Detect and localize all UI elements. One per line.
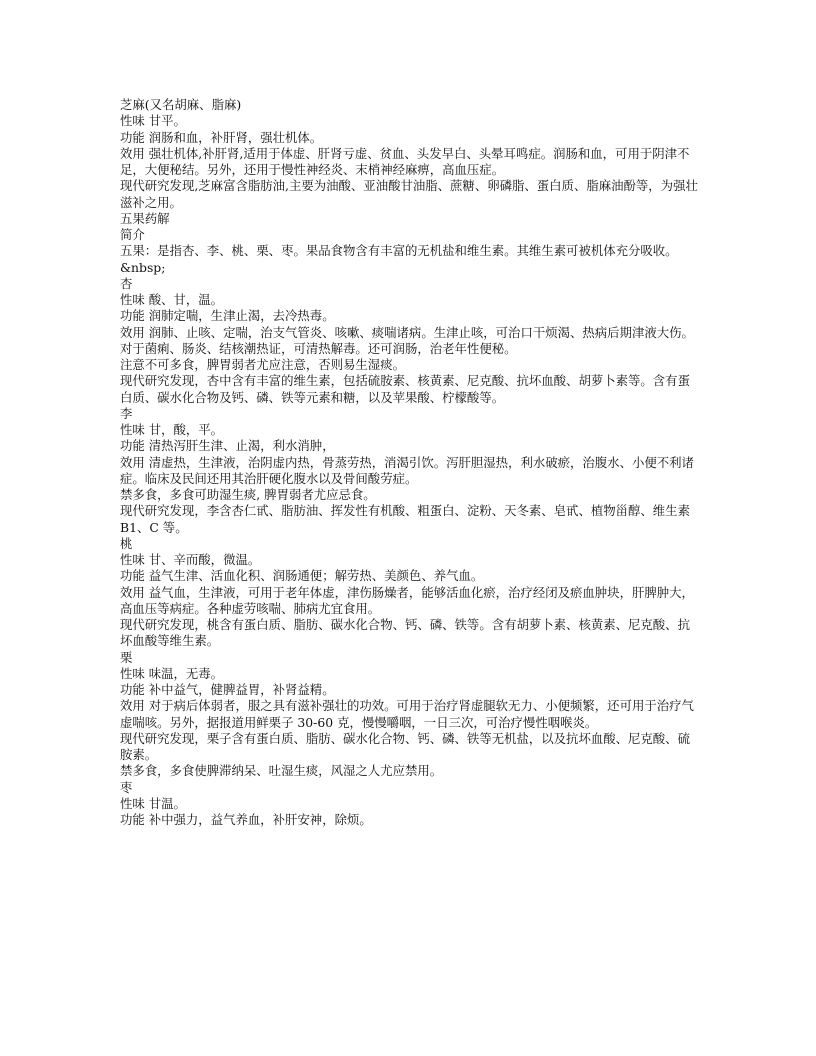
apricot-nature: 性味 酸、甘，温。 bbox=[120, 292, 224, 307]
chestnut-caution: 禁多食，多食使脾滞纳呆、吐湿生痰，风湿之人尤应禁用。 bbox=[120, 763, 443, 779]
plum-function: 功能 清热泻肝生津、止渴，利水消肿， bbox=[120, 438, 335, 454]
jujube-heading: 枣 bbox=[120, 779, 133, 795]
peach-research: 现代研究发现，桃含有蛋白质、脂肪、碳水化合物、钙、磷、铁等。含有胡萝卜素、核黄素、尼克酸、抗坏血酸等维生素。 bbox=[120, 617, 690, 649]
heading-sesame: 芝麻(又名胡麻、脂麻) bbox=[120, 97, 242, 112]
chestnut-function: 功能 补中益气，健脾益胃，补肾益精。 bbox=[120, 682, 335, 697]
peach-function: 功能 益气生津、活血化积、润肠通便；解劳热、美颜色、养气血。 bbox=[120, 568, 484, 584]
plum-effect: 效用 清虚热，生津液，治阴虚内热，骨蒸劳热，消渴引饮。泻肝胆湿热，利水破瘀，治腹水、小便不利诸症。临床及民间还用其治肝硬化腹水以及骨间酸劳症。 bbox=[120, 454, 694, 486]
apricot-function: 功能 润肺定喘，生津止渴，去冷热毒。 bbox=[120, 308, 335, 324]
sesame-nature: 性味 甘平。 bbox=[120, 113, 186, 129]
section-title-five-fruits: 五果药解 bbox=[120, 210, 170, 226]
sesame-research: 现代研究发现,芝麻富含脂肪油,主要为油酸、亚油酸甘油脂、蔗糖、卵磷脂、蛋白质、脂麻油酚等，为强壮滋补之用。 bbox=[120, 178, 698, 210]
plum-heading: 李 bbox=[120, 405, 133, 421]
chestnut-heading: 栗 bbox=[120, 649, 133, 665]
chestnut-effect: 效用 对于病后体弱者，服之具有滋补强壮的功效。可用于治疗肾虚腿软无力、小便频繁，还可用于治疗气虚喘咳。另外，据报道用鲜栗子 30-60 克，慢慢嚼咽，一日三次，可治疗慢性咽喉炎。 bbox=[120, 698, 694, 730]
plum-nature: 性味 甘，酸，平。 bbox=[120, 422, 224, 437]
introduction-text: 五果：是指杏、李、桃、栗、枣。果品食物含有丰富的无机盐和维生素。其维生素可被机体充分吸收。 bbox=[120, 243, 678, 259]
sesame-effect: 效用 强壮机体,补肝肾,适用于体虚、肝肾亏虚、贫血、头发早白、头晕耳鸣症。润肠和血，可用于阴津不足，大便秘结。另外，还用于慢性神经炎、末梢神经麻痹，高血压症。 bbox=[120, 145, 690, 177]
apricot-research: 现代研究发现，杏中含有丰富的维生素，包括硫胺素、核黄素、尼克酸、抗坏血酸、胡萝卜素等。含有蛋白质、碳水化合物及钙、磷、铁等元素和糖，以及苹果酸、柠檬酸等。 bbox=[120, 373, 690, 405]
apricot-heading: 杏 bbox=[120, 275, 133, 291]
sesame-function: 功能 润肠和血，补肝肾，强壮机体。 bbox=[120, 129, 323, 145]
plum-caution: 禁多食，多食可助湿生痰, 脾胃弱者尤应忌食。 bbox=[120, 487, 376, 502]
plum-research: 现代研究发现，李含杏仁甙、脂肪油、挥发性有机酸、粗蛋白、淀粉、天冬素、皂甙、植物甾醇、维生素 B1、C 等。 bbox=[120, 503, 690, 535]
peach-nature: 性味 甘、辛而酸，微温。 bbox=[120, 552, 261, 567]
chestnut-research: 现代研究发现，栗子含有蛋白质、脂肪、碳水化合物、钙、磷、铁等无机盐，以及抗坏血酸、尼克酸、硫胺素。 bbox=[120, 730, 690, 762]
nbsp-literal: &nbsp; bbox=[120, 259, 166, 275]
jujube-nature: 性味 甘温。 bbox=[120, 795, 186, 811]
apricot-caution: 注意不可多食，脾胃弱者尤应注意，否则易生湿痰。 bbox=[120, 357, 405, 372]
chestnut-nature: 性味 味温，无毒。 bbox=[120, 665, 224, 681]
peach-effect: 效用 益气血，生津液，可用于老年体虚，津伤肠燥者，能够活血化瘀，治疗经闭及瘀血肿块，肝脾肿大，高血压等病症。各种虚劳咳喘、肺病尤宜食用。 bbox=[120, 584, 694, 616]
introduction-heading: 简介 bbox=[120, 227, 145, 242]
document-page bbox=[120, 97, 700, 828]
jujube-function: 功能 补中强力，益气养血，补肝安神，除烦。 bbox=[120, 812, 372, 827]
peach-heading: 桃 bbox=[120, 535, 133, 551]
apricot-effect: 效用 润肺、止咳、定喘，治支气管炎、咳嗽、痰喘诸病。生津止咳，可治口干烦渴、热病后期津液大伤。对于菌痢、肠炎、结核潮热证，可清热解毒。还可润肠，治老年性便秘。 bbox=[120, 324, 694, 356]
